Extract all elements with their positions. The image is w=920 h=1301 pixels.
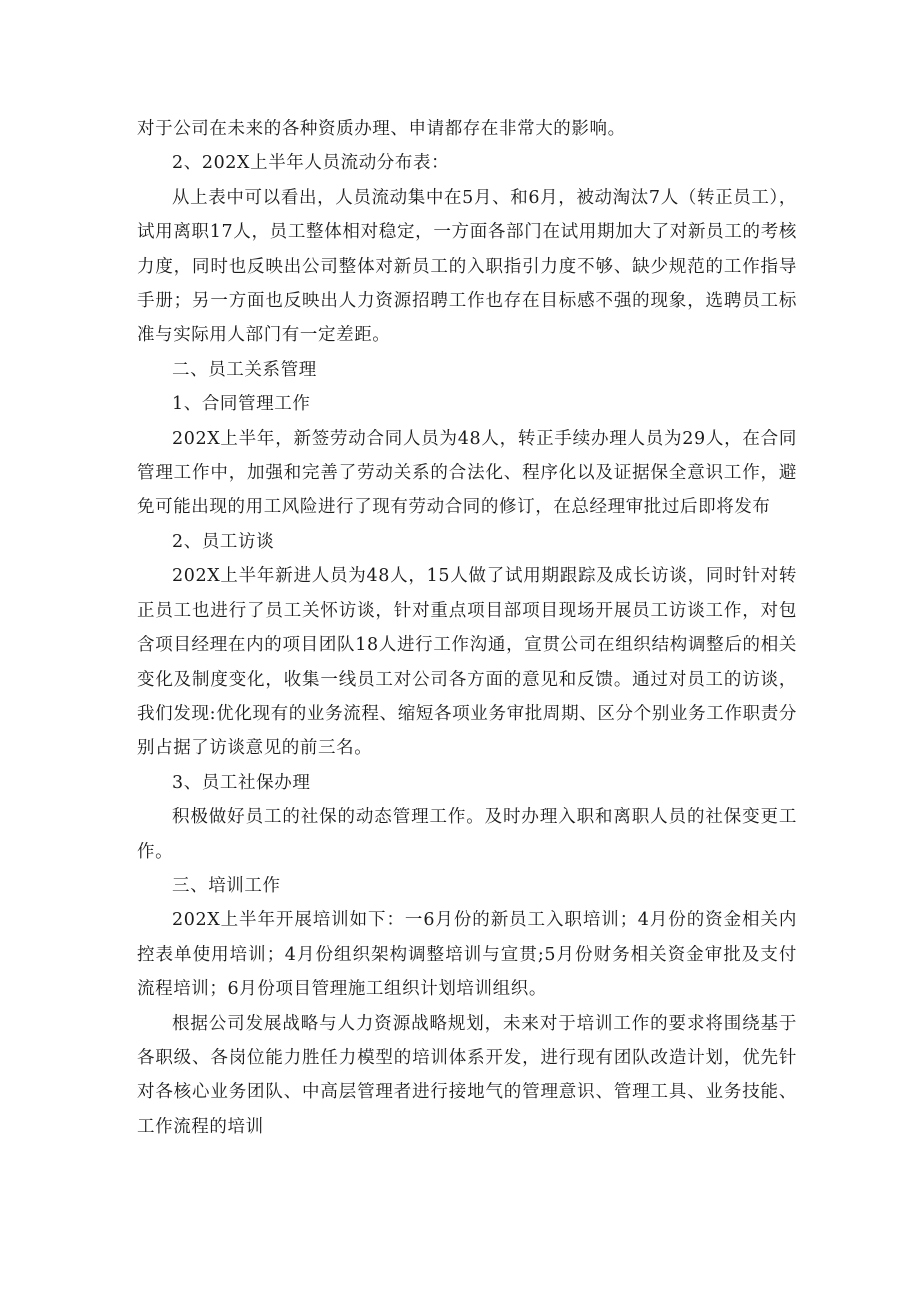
subheading-flow-table: 2、202X上半年人员流动分布表： xyxy=(172,153,450,174)
paragraph-contract-management: 202X上半年，新签劳动合同人员为48人，转正手续办理人员为29人，在合同管理工作中，加强和完善了劳动关系的合法化、程序化以及证据保全意识工作，避免可能出现的用工风险进行了现有劳动合同的修订，在总经理审批过后即将发布 xyxy=(137,428,797,518)
paragraph-employee-interviews: 202X上半年新进人员为48人，15人做了试用期跟踪及成长访谈，同时针对转正员工也进行了员工关怀访谈，针对重点项目部项目现场开展员工访谈工作，对包含项目经理在内的项目团队18人进行工作沟通，宣贯公司在组织结构调整后的相关变化及制度变化，收集一线员工对公司各方面的意见和反馈。通过对员工的访谈，我们发现:优化现有的业务流程、缩短各项业务审批周期、区分个别业务工作职责分别占据了访谈意见的前三名。 xyxy=(137,566,797,759)
subheading-contract-management: 1、合同管理工作 xyxy=(172,394,311,415)
subheading-employee-interviews: 2、员工访谈 xyxy=(172,531,275,552)
paragraph-continuation: 对于公司在未来的各种资质办理、申请都存在非常大的影响。 xyxy=(137,119,626,139)
heading-employee-relations: 二、员工关系管理 xyxy=(172,359,317,380)
subheading-social-insurance: 3、员工社保办理 xyxy=(172,772,311,793)
heading-training: 三、培训工作 xyxy=(172,875,281,896)
paragraph-social-insurance: 积极做好员工的社保的动态管理工作。及时办理入职和离职人员的社保变更工作。 xyxy=(137,807,797,862)
document-body xyxy=(137,112,797,1144)
paragraph-training-plan: 根据公司发展战略与人力资源战略规划，未来对于培训工作的要求将围绕基于各职级、各岗位能力胜任力模型的培训体系开发，进行现有团队改造计划，优先针对各核心业务团队、中高层管理者进行接地气的管理意识、管理工具、业务技能、工作流程的培训 xyxy=(137,1013,797,1137)
paragraph-training-list: 202X上半年开展培训如下：一6月份的新员工入职培训；4月份的资金相关内控表单使用培训；4月份组织架构调整培训与宣贯;5月份财务相关资金审批及支付流程培训；6月份项目管理施工组织计划培训组织。 xyxy=(137,910,797,1000)
paragraph-flow-analysis: 从上表中可以看出，人员流动集中在5月、和6月，被动淘汰7人（转正员工），试用离职17人，员工整体相对稳定，一方面各部门在试用期加大了对新员工的考核力度，同时也反映出公司整体对新员工的入职指引力度不够、缺少规范的工作指导手册；另一方面也反映出人力资源招聘工作也存在目标感不强的现象，选聘员工标准与实际用人部门有一定差距。 xyxy=(137,187,797,346)
